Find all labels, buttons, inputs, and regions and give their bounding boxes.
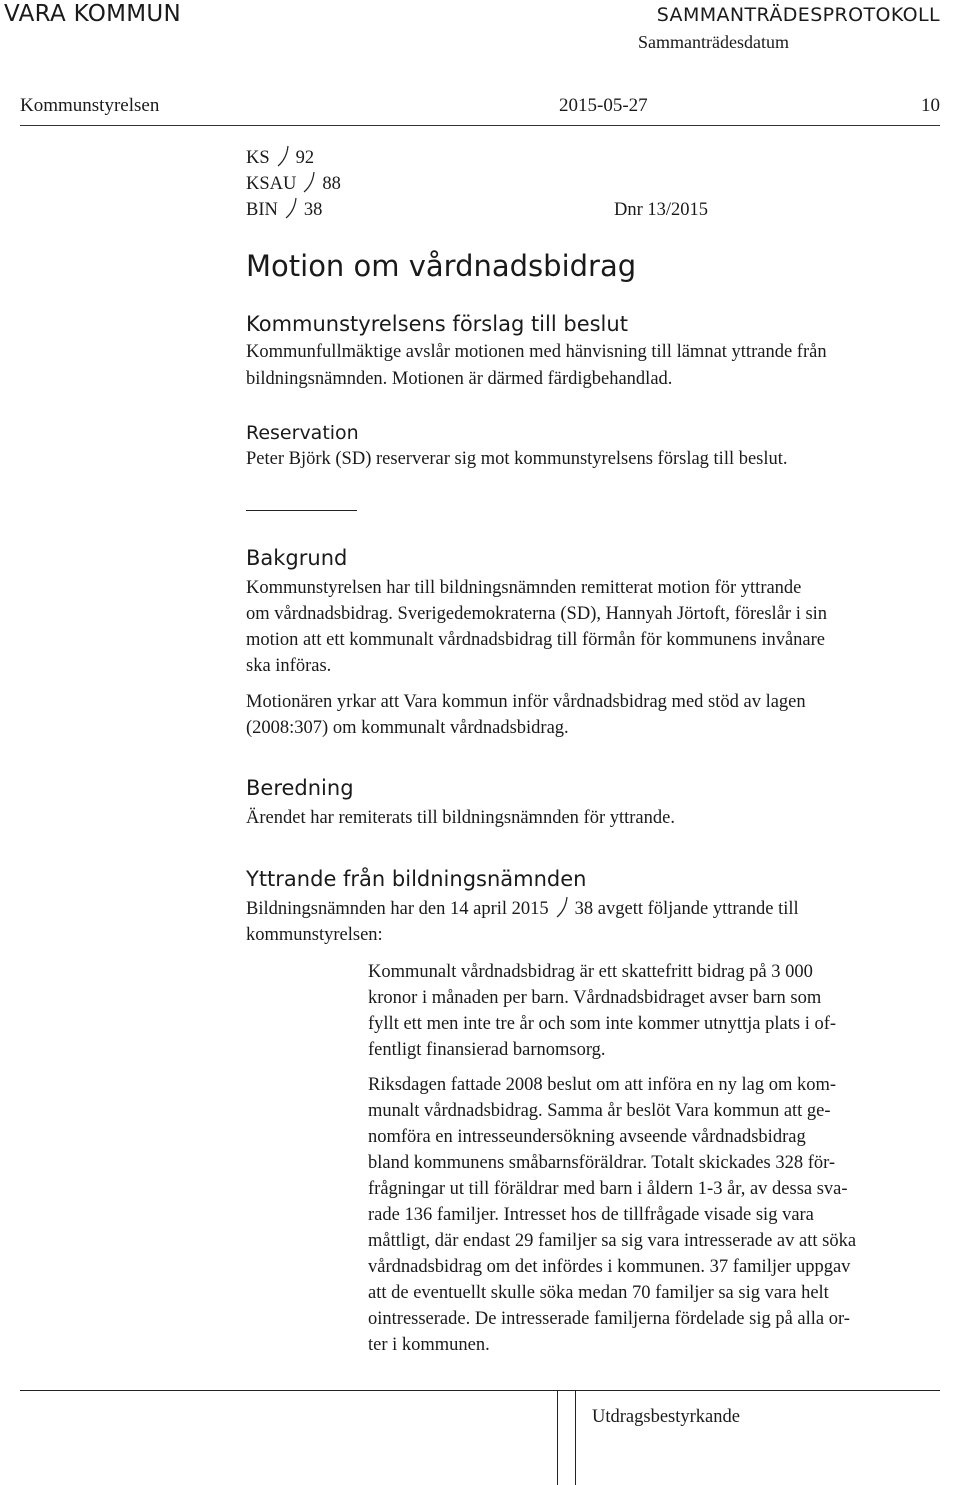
background-line: (2008:307) om kommunalt vårdnadsbidrag. xyxy=(246,718,569,738)
quote-line: kronor i månaden per barn. Vårdnadsbidraget avser barn som xyxy=(368,988,822,1008)
background-heading: Bakgrund xyxy=(246,546,348,570)
proposal-line: Kommunfullmäktige avslår motionen med hänvisning till lämnat yttrande från xyxy=(246,342,827,362)
meeting-date: 2015-05-27 xyxy=(559,95,648,116)
quote-line: rade 136 familjer. Intresset hos de tillfrågade visade sig vara xyxy=(368,1205,814,1225)
ref-ksau-number: 88 xyxy=(322,174,341,194)
background-line: Motionären yrkar att Vara kommun inför vårdnadsbidrag med stöd av lagen xyxy=(246,692,806,712)
ref-bin-number: 38 xyxy=(303,200,323,220)
paragraph-mark-icon xyxy=(554,896,570,918)
quote-line: bland kommunens småbarnsföräldrar. Totalt skickades 328 för- xyxy=(368,1153,836,1173)
statement-intro-start: Bildningsnämnden har den 14 april 2015 xyxy=(246,899,549,919)
paragraph-mark-icon xyxy=(301,171,317,193)
preparation-line: Ärendet har remiterats till bildningsnämnden för yttrande. xyxy=(246,808,675,828)
signature-box-divider xyxy=(575,1391,576,1485)
preparation-heading: Beredning xyxy=(246,776,354,800)
background-line: Kommunstyrelsen har till bildningsnämnden remitterat motion för yttrande xyxy=(246,578,802,598)
reservation-heading: Reservation xyxy=(246,422,359,444)
quote-line: fyllt ett men inte tre år och som inte kommer utnyttja plats i of- xyxy=(368,1014,837,1034)
statement-intro xyxy=(246,896,799,923)
quote-line: att de eventuellt skulle söka medan 70 familjer sa sig vara helt xyxy=(368,1283,829,1303)
statement-heading: Yttrande från bildningsnämnden xyxy=(246,867,587,891)
paragraph-mark-icon xyxy=(283,197,299,219)
quote-line: ter i kommunen. xyxy=(368,1335,490,1355)
quote-line: vårdnadsbidrag om det infördes i kommunen. 37 familjer uppgav xyxy=(368,1257,851,1277)
ref-ks-number: 92 xyxy=(295,148,315,168)
statement-intro-end: 38 avgett följande yttrande till xyxy=(574,899,799,919)
organization-name: VARA KOMMUN xyxy=(4,1,182,27)
protocol-subtitle: Sammanträdesdatum xyxy=(638,32,789,52)
background-line: ska införas. xyxy=(246,656,332,676)
meeting-body: Kommunstyrelsen xyxy=(20,95,160,116)
quote-line: fentligt finansierad barnomsorg. xyxy=(368,1040,606,1060)
header-divider xyxy=(20,125,940,126)
background-line: om vårdnadsbidrag. Sverigedemokraterna (SD), Hannyah Jörtoft, föreslår i sin xyxy=(246,604,828,624)
page-number: 10 xyxy=(921,95,940,116)
proposal-heading: Kommunstyrelsens förslag till beslut xyxy=(246,312,628,336)
quote-line: nomföra en intresseundersökning avseende vårdnadsbidrag xyxy=(368,1127,806,1147)
quote-line: ointresserade. De intresserade familjerna fördelade sig på alla or- xyxy=(368,1309,850,1329)
quote-line: Kommunalt vårdnadsbidrag är ett skattefritt bidrag på 3 000 xyxy=(368,962,813,982)
ref-ksau xyxy=(246,171,341,197)
ref-bin xyxy=(246,197,322,223)
ref-ksau-label: KSAU xyxy=(246,174,297,194)
paragraph-mark-icon xyxy=(275,145,291,167)
background-line: motion att ett kommunalt vårdnadsbidrag till förmån för kommunens invånare xyxy=(246,630,826,650)
signature-box-divider xyxy=(557,1391,558,1485)
quote-line: frågningar ut till föräldrar med barn i åldern 1-3 år, av dessa sva- xyxy=(368,1179,848,1199)
section-divider xyxy=(246,510,357,511)
ref-ks xyxy=(246,145,314,171)
quote-line: måttligt, där endast 29 familjer sa sig vara intresserade av att söka xyxy=(368,1231,857,1251)
quote-line: Riksdagen fattade 2008 beslut om att införa en ny lag om kom- xyxy=(368,1075,837,1095)
page-title: Motion om vårdnadsbidrag xyxy=(246,249,637,283)
statement-intro-line: kommunstyrelsen: xyxy=(246,925,383,945)
ref-bin-label: BIN xyxy=(246,200,278,220)
registration-number: Dnr 13/2015 xyxy=(614,200,709,220)
ref-ks-label: KS xyxy=(246,148,270,168)
certification-label: Utdragsbestyrkande xyxy=(592,1407,740,1427)
footer-divider xyxy=(20,1390,940,1391)
protocol-title: SAMMANTRÄDESPROTOKOLL xyxy=(656,4,940,26)
quote-line: munalt vårdnadsbidrag. Samma år beslöt Vara kommun att ge- xyxy=(368,1101,831,1121)
reservation-line: Peter Björk (SD) reserverar sig mot kommunstyrelsens förslag till beslut. xyxy=(246,449,788,469)
proposal-line: bildningsnämnden. Motionen är därmed färdigbehandlad. xyxy=(246,369,673,389)
